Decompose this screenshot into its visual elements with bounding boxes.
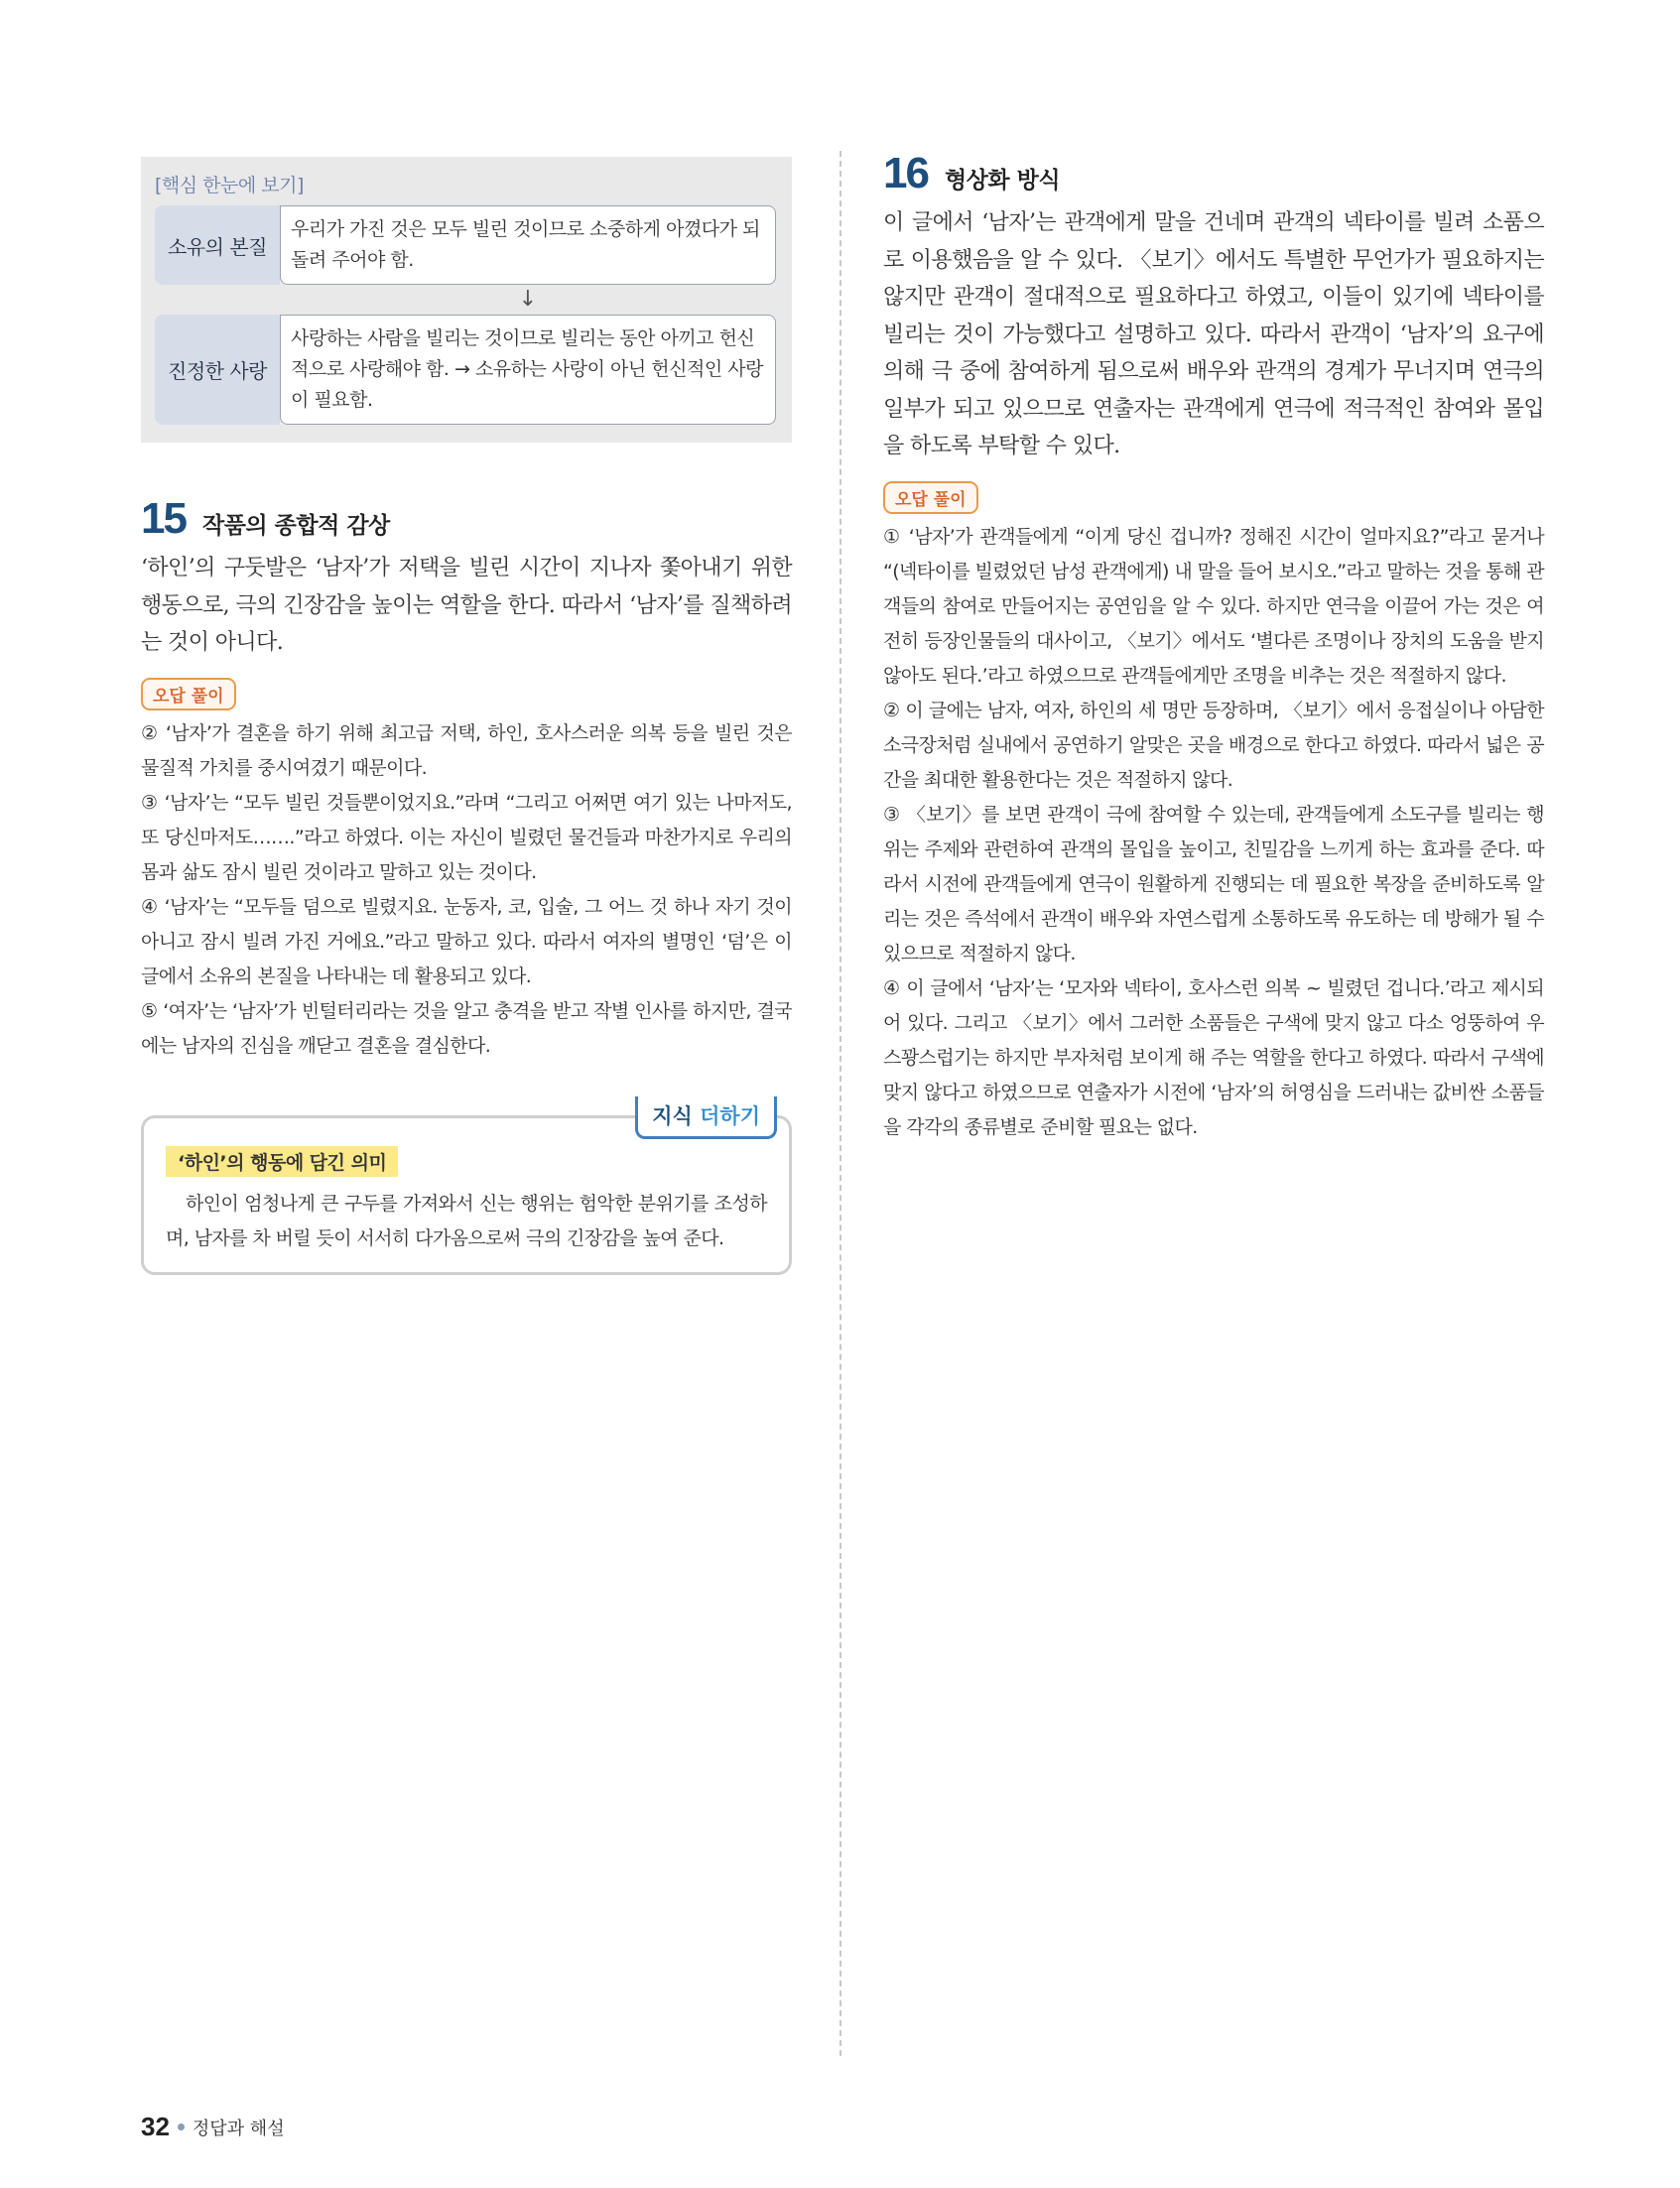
tab-label-b: 더하기 (700, 1103, 760, 1128)
knowledge-title: ‘하인’의 행동에 담긴 의미 (166, 1146, 398, 1177)
question-number: 16 (883, 149, 928, 197)
left-column (141, 157, 792, 1275)
right-column (883, 149, 1544, 1145)
knowledge-plus-tab (635, 1096, 777, 1139)
option-item: ③ 〈보기〉를 보면 관객이 극에 참여할 수 있는데, 관객들에게 소도구를 빌리는 행위는 주제와 관련하여 관객의 몰입을 높이고, 친밀감을 느끼게 하는 효과를 준다. 따라서 시전에 관객들에게 연극이 원활하게 진행되는 데 필요한 복장을 준비하도록 알리는 것은 즉석에서 관객이 배우와 자연스럽게 소통하도록 유도하는 데 방해가 될 수 있으므로 적절하지 않다. (883, 803, 1544, 965)
option-item: ④ ‘남자’는 “모두들 덤으로 빌렸지요. 눈동자, 코, 입술, 그 어느 것 하나 자기 것이 아니고 잠시 빌려 가진 거에요.”라고 말하고 있다. 따라서 여자의 별명인 ‘덤’은 이 글에서 소유의 본질을 나타내는 데 활용되고 있다. (141, 895, 792, 987)
down-arrow-icon: ↓ (518, 287, 538, 312)
option-item: ② ‘남자’가 결혼을 하기 위해 최고급 저택, 하인, 호사스러운 의복 등을 빌린 것은 물질적 가치를 중시여겼기 때문이다. (141, 721, 792, 779)
question-title: 형상화 방식 (945, 168, 1061, 193)
summary-text-ownership: 우리가 가진 것은 모두 빌린 것이므로 소중하게 아꼈다가 되돌려 주어야 함. (280, 205, 776, 285)
option-item: ① ‘남자’가 관객들에게 “이게 당신 겁니까? 정해진 시간이 얼마지요?”라고 묻거나 “(넥타이를 빌렸었던 남성 관객에게) 내 말을 들어 보시오.”라고 말하는 것을 통해 관객들의 참여로 만들어지는 공연임을 알 수 있다. 하지만 연극을 이끌어 가는 것은 여전히 등장인물들의 대사이고, 〈보기〉에서도 ‘별다른 조명이나 장치의 도움을 받지 않아도 된다.’라고 하였으므로 관객들에게만 조명을 비추는 것은 적절하지 않다. (883, 525, 1544, 687)
tab-label-a: 지식 (652, 1103, 693, 1128)
knowledge-text: 하인이 엄청나게 큰 구두를 가져와서 신는 행위는 험악한 분위기를 조성하며, 남자를 차 버릴 듯이 서서히 다가옴으로써 극의 긴장감을 높여 준다. (166, 1192, 767, 1249)
question-16-explanation: 이 글에서 ‘남자’는 관객에게 말을 건네며 관객의 넥타이를 빌려 소품으로 이용했음을 알 수 있다. 〈보기〉에서도 특별한 무언가가 필요하지는 않지만 관객이 절대적으로 필요하다고 하였고, 이들이 있기에 넥타이를 빌리는 것이 가능했다고 설명하고 있다. 따라서 관객이 ‘남자’의 요구에 의해 극 중에 참여하게 됨으로써 배우와 관객의 경계가 무너지며 연극의 일부가 되고 있으므로 연출자는 관객에게 연극에 적극적인 참여와 몰입을 하도록 부탁할 수 있다. (883, 210, 1544, 458)
option-item: ④ 이 글에서 ‘남자’는 ‘모자와 넥타이, 호사스런 의복 ~ 빌렸던 겁니다.’라고 제시되어 있다. 그리고 〈보기〉에서 그러한 소품들은 구색에 맞지 않고 다소 엉뚱하여 우스꽝스럽기는 하지만 부자처럼 보이게 해 주는 역할을 한다고 하였다. 따라서 구색에 맞지 않다고 하였으므로 연출자가 시전에 ‘남자’의 허영심을 드러내는 값비싼 소품들을 각각의 종류별로 준비할 필요는 없다. (883, 976, 1544, 1138)
knowledge-plus-box (141, 1103, 792, 1275)
summary-row-ownership (155, 205, 776, 285)
option-item: ② 이 글에는 남자, 여자, 하인의 세 명만 등장하며, 〈보기〉에서 응접실이나 아담한 소극장처럼 실내에서 공연하기 알맞은 곳을 배경으로 한다고 하였다. 따라서 넓은 공간을 최대한 활용한다는 것은 적절하지 않다. (883, 699, 1544, 791)
question-title: 작품의 종합적 감상 (202, 513, 390, 539)
summary-box (141, 157, 792, 443)
question-15-explanation: ‘하인’의 구둣발은 ‘남자’가 저택을 빌린 시간이 지나자 쫓아내기 위한 행동으로, 극의 긴장감을 높이는 역할을 한다. 따라서 ‘남자’를 질책하려는 것이 아니다. (141, 556, 792, 655)
summary-heading: [핵심 한눈에 보기] (155, 175, 304, 196)
question-16-header (883, 149, 1544, 198)
option-item: ⑤ ‘여자’는 ‘남자’가 빈털터리라는 것을 알고 충격을 받고 작별 인사를 하지만, 결국에는 남자의 진심을 깨닫고 결혼을 결심한다. (141, 999, 792, 1057)
bullet-dot-icon (178, 2124, 185, 2130)
option-item: ③ ‘남자’는 “모두 빌린 것들뿐이었지요.”라며 “그리고 어쩌면 여기 있는 나마저도, 또 당신마저도…….”라고 하였다. 이는 자신이 빌렸던 물건들과 마찬가지로 우리의 몸과 삶도 잠시 빌린 것이라고 말하고 있는 것이다. (141, 791, 792, 883)
question-15-options (141, 716, 792, 1064)
question-16-options (883, 520, 1544, 1145)
question-15-header (141, 494, 792, 544)
page-number: 32 (141, 2112, 170, 2141)
column-divider (840, 151, 841, 2056)
wrong-answer-badge: 오답 풀이 (883, 481, 978, 514)
footer-label: 정답과 해설 (192, 2118, 285, 2139)
summary-text-love: 사랑하는 사람을 빌리는 것이므로 빌리는 동안 아끼고 헌신적으로 사랑해야 함. → 소유하는 사랑이 아닌 헌신적인 사랑이 필요함. (280, 315, 776, 425)
question-number: 15 (141, 494, 186, 543)
wrong-answer-badge: 오답 풀이 (141, 678, 236, 710)
summary-label-ownership: 소유의 본질 (155, 205, 280, 285)
summary-row-love (155, 315, 776, 425)
page-footer (141, 2112, 285, 2142)
summary-label-love: 진정한 사랑 (155, 315, 280, 425)
